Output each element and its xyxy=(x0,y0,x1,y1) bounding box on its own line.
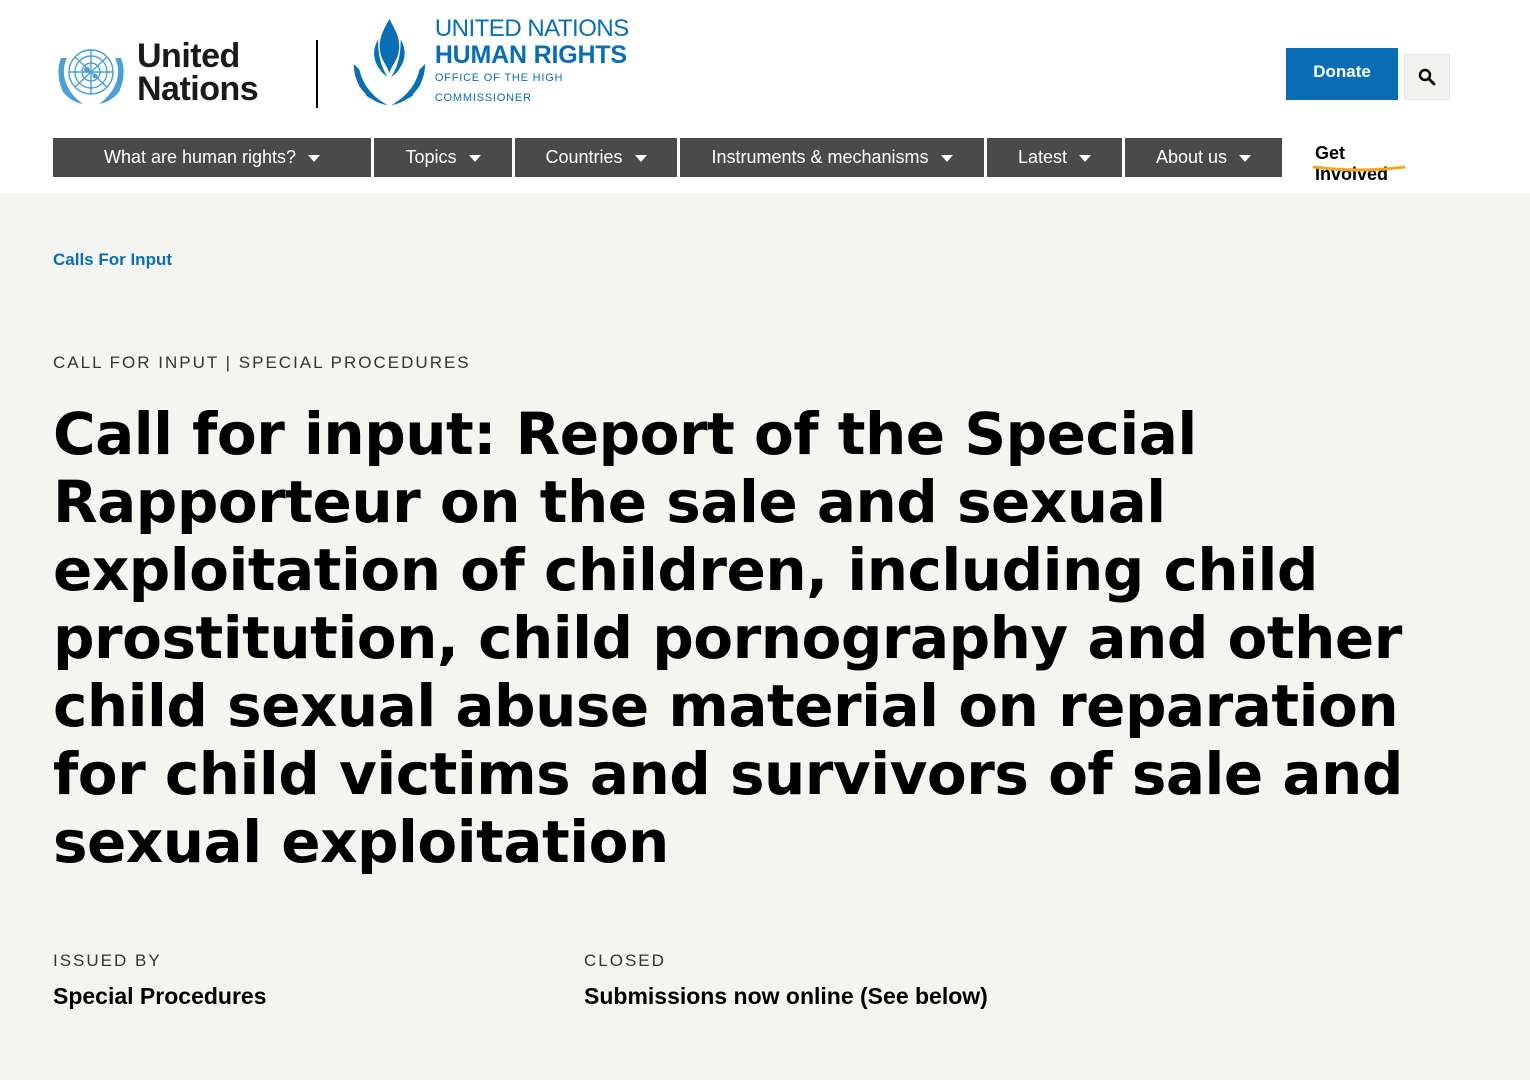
nav-item-label: Latest xyxy=(1017,147,1068,167)
donate-button[interactable]: Donate xyxy=(1286,48,1398,100)
nav-item-label: Instruments & mechanisms xyxy=(711,147,929,167)
un-logo[interactable] xyxy=(53,37,263,108)
content-eyebrow: CALL FOR INPUT | SPECIAL PROCEDURES xyxy=(53,353,471,372)
search-icon xyxy=(1418,68,1436,86)
status-label: CLOSED xyxy=(584,951,666,970)
flame-laurel-icon xyxy=(350,14,429,112)
site-header xyxy=(0,0,1530,193)
search-button[interactable] xyxy=(1404,54,1450,100)
un-emblem-icon xyxy=(53,40,129,106)
nav-item-instruments-mechanisms[interactable] xyxy=(680,138,984,177)
ohchr-logo[interactable] xyxy=(350,8,650,112)
nav-item-label: About us xyxy=(1155,147,1228,167)
issued-by-label: ISSUED BY xyxy=(53,951,162,970)
caret-down-icon xyxy=(941,155,953,162)
page-title: Call for input: Report of the Special Rapporteur on the sale and sexual exploitation of children, including child prostitution, child pornography and other child sexual abuse material on reparation for child victims and survivors of sale and sexual exploitation xyxy=(53,400,1403,876)
un-wordmark-line1: United xyxy=(137,37,240,75)
logo-divider xyxy=(316,40,318,108)
caret-down-icon xyxy=(1239,155,1251,162)
nav-item-label: Topics xyxy=(405,147,457,167)
get-involved-link[interactable] xyxy=(1312,143,1422,184)
nav-item-topics[interactable] xyxy=(374,138,512,177)
breadcrumb[interactable]: Calls For Input xyxy=(53,250,172,269)
ohchr-wordmark-line1: UNITED NATIONS xyxy=(434,15,629,42)
nav-item-latest[interactable] xyxy=(987,138,1122,177)
nav-item-label: What are human rights? xyxy=(103,147,297,167)
ohchr-wordmark-line2: HUMAN RIGHTS xyxy=(434,41,627,69)
issued-by-value[interactable]: Special Procedures xyxy=(53,983,267,1009)
ohchr-wordmark xyxy=(435,16,650,108)
un-wordmark xyxy=(137,37,259,108)
nav-item-what-are-human-rights[interactable] xyxy=(53,138,371,177)
caret-down-icon xyxy=(635,155,647,162)
ohchr-wordmark-line3: OFFICE OF THE HIGH COMMISSIONER xyxy=(434,72,564,104)
main-nav xyxy=(53,138,1282,177)
nav-item-about-us[interactable] xyxy=(1125,138,1282,177)
get-involved-label: Get Involved xyxy=(1315,143,1389,184)
caret-down-icon xyxy=(308,155,320,162)
caret-down-icon xyxy=(469,155,481,162)
un-wordmark-line2: Nations xyxy=(137,70,259,108)
nav-item-label: Countries xyxy=(545,147,623,167)
orange-underline xyxy=(1312,161,1408,173)
nav-item-countries[interactable] xyxy=(515,138,677,177)
caret-down-icon xyxy=(1079,155,1091,162)
status-value: Submissions now online (See below) xyxy=(584,983,988,1009)
